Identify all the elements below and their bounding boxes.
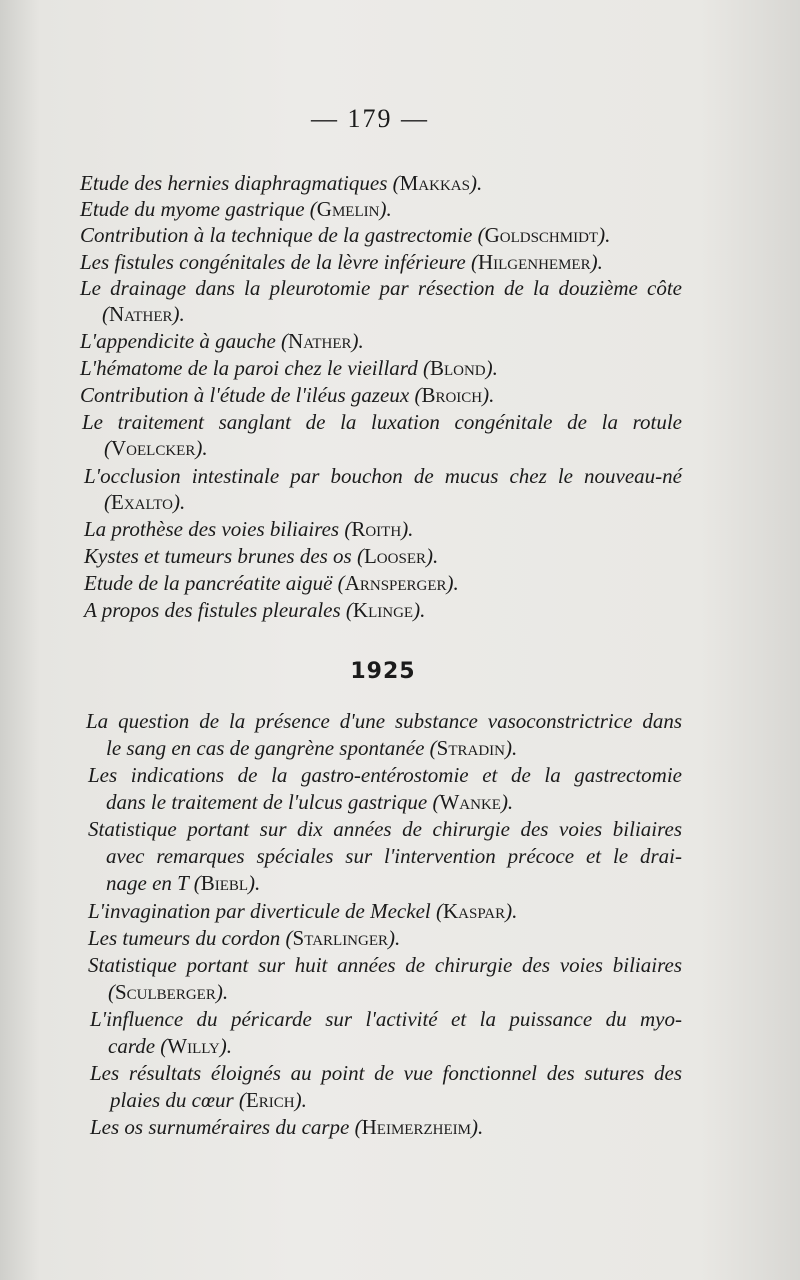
entry-end: ). bbox=[388, 926, 401, 950]
bibliography-line bbox=[80, 355, 498, 381]
bibliography-line bbox=[102, 301, 185, 327]
entry-title: nage en T ( bbox=[106, 871, 201, 895]
entry-title: La question de la présence d'une substance vasoconstrictrice dans bbox=[86, 709, 682, 733]
entry-author: Nather bbox=[288, 329, 352, 353]
entry-title: Les os surnuméraires du carpe ( bbox=[90, 1115, 362, 1139]
entry-title: L'appendicite à gauche ( bbox=[80, 329, 289, 353]
entry-title: carde ( bbox=[108, 1034, 168, 1058]
entry-author: Broich bbox=[421, 383, 483, 407]
entry-author: Sculberger bbox=[115, 980, 216, 1004]
year-heading: 1925 bbox=[350, 659, 416, 684]
entry-title: Le drainage dans la pleurotomie par résection de la douzième côte bbox=[80, 276, 682, 300]
entry-author: Erich bbox=[245, 1088, 295, 1112]
bibliography-line bbox=[104, 435, 208, 461]
bibliography-line bbox=[88, 925, 400, 951]
entry-title: L'influence du péricarde sur l'activité et la puissance du myo- bbox=[90, 1007, 682, 1031]
entry-end: ). bbox=[248, 871, 261, 895]
bibliography-line bbox=[106, 843, 682, 869]
entry-title: Contribution à l'étude de l'iléus gazeux ( bbox=[80, 383, 422, 407]
entry-title: Le traitement sanglant de la luxation congénitale de la rotule bbox=[82, 410, 682, 434]
bibliography-line bbox=[88, 898, 517, 924]
bibliography-line bbox=[80, 328, 364, 354]
entry-title: Etude de la pancréatite aiguë ( bbox=[84, 571, 345, 595]
entry-author: Biebl bbox=[200, 871, 249, 895]
bibliography-line bbox=[106, 870, 260, 896]
bibliography-line bbox=[106, 735, 517, 761]
entry-title: Les fistules congénitales de la lèvre inférieure ( bbox=[80, 250, 478, 274]
entry-end: ). bbox=[294, 1088, 307, 1112]
bibliography-line bbox=[84, 516, 413, 542]
page-number: — 179 — bbox=[311, 104, 429, 133]
bibliography-line bbox=[82, 409, 682, 435]
entry-end: ). bbox=[173, 490, 186, 514]
entry-title: L'occlusion intestinale par bouchon de mucus chez le nouveau-né bbox=[84, 464, 682, 488]
bibliography-line bbox=[90, 1060, 682, 1086]
entry-author: Gmelin bbox=[316, 197, 380, 221]
entry-end: ). bbox=[505, 736, 518, 760]
entry-end: ). bbox=[500, 790, 514, 814]
entry-author: Arnsperger bbox=[344, 571, 447, 595]
entry-author: Goldschmidt bbox=[484, 223, 599, 247]
entry-end: ). bbox=[446, 571, 459, 595]
entry-end: ). bbox=[351, 329, 364, 353]
entry-title: Kystes et tumeurs brunes des os ( bbox=[84, 544, 364, 568]
entry-author: Heimerzheim bbox=[361, 1115, 471, 1139]
entry-title: A propos des fistules pleurales ( bbox=[84, 598, 353, 622]
entry-author: Kaspar bbox=[442, 899, 506, 923]
entry-title: Les tumeurs du cordon ( bbox=[88, 926, 293, 950]
entry-end: ). bbox=[215, 980, 229, 1004]
entry-end: ). bbox=[426, 544, 439, 568]
bibliography-line bbox=[80, 222, 610, 248]
entry-title: Les résultats éloignés au point de vue fonctionnel des sutures des bbox=[90, 1061, 682, 1085]
entry-end: ). bbox=[413, 598, 426, 622]
bibliography-line bbox=[84, 597, 425, 623]
bibliography-line bbox=[104, 489, 185, 515]
entry-author: Nather bbox=[109, 302, 173, 326]
entry-title: Etude du myome gastrique ( bbox=[80, 197, 317, 221]
entry-end: ). bbox=[470, 1115, 484, 1139]
entry-end: ). bbox=[172, 302, 185, 326]
entry-title: dans le traitement de l'ulcus gastrique ( bbox=[106, 790, 440, 814]
bibliography-line bbox=[88, 816, 682, 842]
entry-author: Blond bbox=[429, 356, 486, 380]
bibliography-line bbox=[84, 543, 438, 569]
entry-end: ). bbox=[482, 383, 495, 407]
entry-end: ). bbox=[505, 899, 518, 923]
bibliography-line bbox=[80, 196, 392, 222]
bibliography-line bbox=[106, 789, 513, 815]
entry-end: ). bbox=[598, 223, 611, 247]
entry-author: Stradin bbox=[436, 736, 506, 760]
entry-end: ). bbox=[401, 517, 414, 541]
bibliography-line bbox=[88, 762, 682, 788]
entry-author: Hilgenhemer bbox=[477, 250, 591, 274]
bibliography-line bbox=[90, 1006, 682, 1032]
bibliography-line bbox=[108, 979, 228, 1005]
entry-title: L'invagination par diverticule de Meckel ( bbox=[88, 899, 443, 923]
entry-end: ). bbox=[590, 250, 603, 274]
entry-author: Wanke bbox=[439, 790, 501, 814]
entry-author: Klinge bbox=[352, 598, 414, 622]
bibliography-line bbox=[86, 708, 682, 734]
bibliography-line bbox=[88, 952, 682, 978]
entry-title: avec remarques spéciales sur l'intervention précoce et le drai- bbox=[106, 844, 682, 868]
bibliography-line bbox=[80, 382, 494, 408]
bibliography-line bbox=[80, 249, 603, 275]
bibliography-line bbox=[108, 1033, 232, 1059]
bibliography-line bbox=[84, 463, 682, 489]
entry-title: ( bbox=[104, 490, 111, 514]
bibliography-line bbox=[84, 570, 459, 596]
entry-title: Statistique portant sur dix années de chirurgie des voies biliaires bbox=[88, 817, 682, 841]
entry-author: Looser bbox=[363, 544, 426, 568]
entry-end: ). bbox=[195, 436, 208, 460]
entry-title: le sang en cas de gangrène spontanée ( bbox=[106, 736, 437, 760]
entry-title: plaies du cœur ( bbox=[110, 1088, 246, 1112]
entry-end: ). bbox=[469, 171, 483, 195]
entry-title: ( bbox=[108, 980, 115, 1004]
entry-title: ( bbox=[102, 302, 109, 326]
entry-title: Etude des hernies diaphragmatiques ( bbox=[80, 171, 400, 195]
entry-title: L'hématome de la paroi chez le vieillard ( bbox=[80, 356, 430, 380]
entry-author: Roith bbox=[351, 517, 402, 541]
entry-author: Voelcker bbox=[111, 436, 196, 460]
entry-title: La prothèse des voies biliaires ( bbox=[84, 517, 352, 541]
bibliography-line bbox=[110, 1087, 307, 1113]
entry-end: ). bbox=[379, 197, 392, 221]
bibliography-line bbox=[80, 170, 482, 196]
entry-author: Starlinger bbox=[292, 926, 389, 950]
entry-author: Exalto bbox=[111, 490, 174, 514]
entry-author: Makkas bbox=[399, 171, 470, 195]
entry-end: ). bbox=[485, 356, 498, 380]
entry-title: Contribution à la technique de la gastrectomie ( bbox=[80, 223, 485, 247]
bibliography-line bbox=[80, 275, 682, 301]
bibliography-line bbox=[90, 1114, 483, 1140]
entry-title: Les indications de la gastro-entérostomie et de la gastrectomie bbox=[88, 763, 682, 787]
entry-title: Statistique portant sur huit années de chirurgie des voies biliaires bbox=[88, 953, 682, 977]
entry-title: ( bbox=[104, 436, 111, 460]
entry-author: Willy bbox=[167, 1034, 220, 1058]
entry-end: ). bbox=[219, 1034, 233, 1058]
